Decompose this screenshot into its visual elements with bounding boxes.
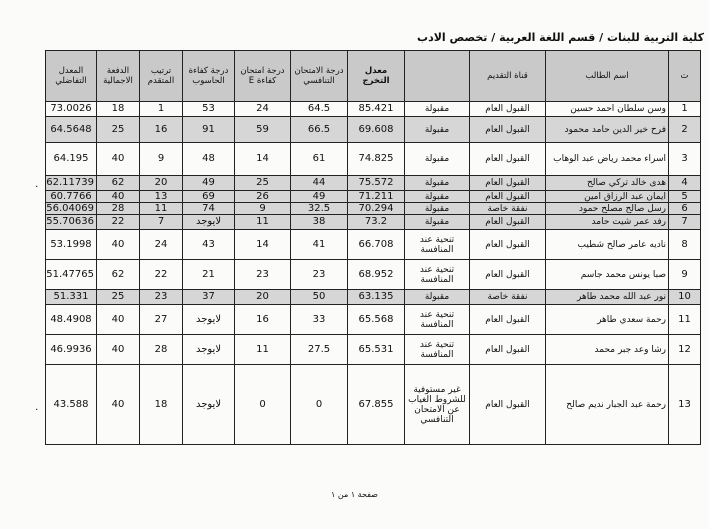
applicant-rank: 18 bbox=[140, 365, 183, 445]
admission-status: مقبولة bbox=[405, 102, 470, 117]
batch-total: 22 bbox=[97, 215, 140, 230]
differential-average: 53.1998 bbox=[46, 230, 97, 260]
admission-status: تنحية عند المنافسة bbox=[405, 335, 470, 365]
student-name: هدى خالد تركي صالح bbox=[546, 176, 669, 191]
batch-total: 40 bbox=[97, 191, 140, 203]
graduation-average: 69.608 bbox=[348, 117, 405, 143]
margin-mark: ٠ bbox=[34, 404, 40, 415]
table-row bbox=[46, 176, 701, 191]
graduation-average: 73.2 bbox=[348, 215, 405, 230]
row-index: 6 bbox=[669, 203, 701, 215]
applicant-rank: 27 bbox=[140, 305, 183, 335]
row-index: 7 bbox=[669, 215, 701, 230]
batch-total: 40 bbox=[97, 230, 140, 260]
row-index: 10 bbox=[669, 290, 701, 305]
batch-total: 62 bbox=[97, 176, 140, 191]
header-differential: المعدل التفاضلي bbox=[46, 51, 97, 102]
english-score: 20 bbox=[235, 290, 291, 305]
computer-score: لايوجد bbox=[183, 335, 235, 365]
differential-average: 73.0026 bbox=[46, 102, 97, 117]
computer-score: 43 bbox=[183, 230, 235, 260]
computer-score: 21 bbox=[183, 260, 235, 290]
row-index: 13 bbox=[669, 365, 701, 445]
student-name: ايمان عبد الرزاق امين bbox=[546, 191, 669, 203]
admission-channel: القبول العام bbox=[470, 365, 546, 445]
graduation-average: 71.211 bbox=[348, 191, 405, 203]
differential-average: 48.4908 bbox=[46, 305, 97, 335]
differential-average: 55.70636 bbox=[46, 215, 97, 230]
competitive-exam-score: 0 bbox=[291, 365, 348, 445]
differential-average: 46.9936 bbox=[46, 335, 97, 365]
graduation-average: 70.294 bbox=[348, 203, 405, 215]
row-index: 4 bbox=[669, 176, 701, 191]
margin-mark: ٠ bbox=[34, 181, 40, 192]
table-row bbox=[46, 260, 701, 290]
header-row bbox=[46, 51, 701, 102]
admission-channel: القبول العام bbox=[470, 335, 546, 365]
student-name: وسن سلطان احمد حسين bbox=[546, 102, 669, 117]
english-score: 9 bbox=[235, 203, 291, 215]
student-name: فرح خير الدين حامد محمود bbox=[546, 117, 669, 143]
header-competitive: درجة الامتحان التنافسي bbox=[291, 51, 348, 102]
computer-score: لايوجد bbox=[183, 215, 235, 230]
computer-score: 91 bbox=[183, 117, 235, 143]
row-index: 3 bbox=[669, 143, 701, 176]
table-row bbox=[46, 305, 701, 335]
admission-channel: نفقة خاصة bbox=[470, 290, 546, 305]
english-score: 11 bbox=[235, 335, 291, 365]
header-grad: معدل التخرج bbox=[348, 51, 405, 102]
admission-status: تنحية عند المنافسة bbox=[405, 260, 470, 290]
students-table bbox=[45, 50, 701, 445]
computer-score: 69 bbox=[183, 191, 235, 203]
admission-status: مقبولة bbox=[405, 203, 470, 215]
differential-average: 51.331 bbox=[46, 290, 97, 305]
graduation-average: 65.531 bbox=[348, 335, 405, 365]
english-score: 0 bbox=[235, 365, 291, 445]
admission-status: تنحية عند المنافسة bbox=[405, 230, 470, 260]
header-english: درجة امتحان كفاءة E bbox=[235, 51, 291, 102]
admission-channel: القبول العام bbox=[470, 230, 546, 260]
competitive-exam-score: 33 bbox=[291, 305, 348, 335]
admission-status: غير مستوفية للشروط الغياب عن الامتحان التنافسي bbox=[405, 365, 470, 445]
competitive-exam-score: 61 bbox=[291, 143, 348, 176]
graduation-average: 74.825 bbox=[348, 143, 405, 176]
english-score: 24 bbox=[235, 102, 291, 117]
differential-average: 64.5648 bbox=[46, 117, 97, 143]
admission-channel: القبول العام bbox=[470, 305, 546, 335]
differential-average: 60.7766 bbox=[46, 191, 97, 203]
admission-status: تنحية عند المنافسة bbox=[405, 305, 470, 335]
student-name: صبا يونس محمد جاسم bbox=[546, 260, 669, 290]
admission-status: مقبولة bbox=[405, 143, 470, 176]
computer-score: لايوجد bbox=[183, 365, 235, 445]
graduation-average: 85.421 bbox=[348, 102, 405, 117]
row-index: 9 bbox=[669, 260, 701, 290]
applicant-rank: 28 bbox=[140, 335, 183, 365]
batch-total: 40 bbox=[97, 335, 140, 365]
page-footer: صفحة ١ من ١ bbox=[331, 490, 378, 499]
admission-channel: القبول العام bbox=[470, 102, 546, 117]
applicant-rank: 16 bbox=[140, 117, 183, 143]
header-rank: ترتيب المتقدم bbox=[140, 51, 183, 102]
header-index: ت bbox=[669, 51, 701, 102]
competitive-exam-score: 64.5 bbox=[291, 102, 348, 117]
table-row bbox=[46, 143, 701, 176]
competitive-exam-score: 49 bbox=[291, 191, 348, 203]
document-title: كلية التربية للبنات / قسم اللغة العربية / تخصص الادب bbox=[417, 31, 704, 44]
computer-score: 74 bbox=[183, 203, 235, 215]
computer-score: 53 bbox=[183, 102, 235, 117]
admission-status: مقبولة bbox=[405, 215, 470, 230]
batch-total: 40 bbox=[97, 365, 140, 445]
batch-total: 18 bbox=[97, 102, 140, 117]
batch-total: 28 bbox=[97, 203, 140, 215]
differential-average: 64.195 bbox=[46, 143, 97, 176]
english-score: 25 bbox=[235, 176, 291, 191]
student-name: رسل صالح مصلح حمود bbox=[546, 203, 669, 215]
english-score: 59 bbox=[235, 117, 291, 143]
batch-total: 62 bbox=[97, 260, 140, 290]
batch-total: 25 bbox=[97, 290, 140, 305]
competitive-exam-score: 32.5 bbox=[291, 203, 348, 215]
graduation-average: 65.568 bbox=[348, 305, 405, 335]
english-score: 26 bbox=[235, 191, 291, 203]
table-row bbox=[46, 230, 701, 260]
admission-status: مقبولة bbox=[405, 176, 470, 191]
table-row bbox=[46, 203, 701, 215]
student-name: رحمة سعدي طاهر bbox=[546, 305, 669, 335]
row-index: 12 bbox=[669, 335, 701, 365]
english-score: 23 bbox=[235, 260, 291, 290]
table-row bbox=[46, 191, 701, 203]
admission-channel: القبول العام bbox=[470, 191, 546, 203]
applicant-rank: 13 bbox=[140, 191, 183, 203]
admission-status: مقبولة bbox=[405, 191, 470, 203]
admission-status: مقبولة bbox=[405, 117, 470, 143]
competitive-exam-score: 50 bbox=[291, 290, 348, 305]
table-row bbox=[46, 365, 701, 445]
competitive-exam-score: 23 bbox=[291, 260, 348, 290]
row-index: 1 bbox=[669, 102, 701, 117]
admission-channel: القبول العام bbox=[470, 143, 546, 176]
student-name: رفد عمر شيت حامد bbox=[546, 215, 669, 230]
competitive-exam-score: 66.5 bbox=[291, 117, 348, 143]
differential-average: 62.11739 bbox=[46, 176, 97, 191]
differential-average: 56.04069 bbox=[46, 203, 97, 215]
admission-status: مقبولة bbox=[405, 290, 470, 305]
table-row bbox=[46, 335, 701, 365]
admission-channel: القبول العام bbox=[470, 215, 546, 230]
student-name: ناديه عامر صالح شطيب bbox=[546, 230, 669, 260]
applicant-rank: 9 bbox=[140, 143, 183, 176]
graduation-average: 63.135 bbox=[348, 290, 405, 305]
graduation-average: 68.952 bbox=[348, 260, 405, 290]
table-row bbox=[46, 290, 701, 305]
english-score: 11 bbox=[235, 215, 291, 230]
admission-channel: القبول العام bbox=[470, 117, 546, 143]
row-index: 8 bbox=[669, 230, 701, 260]
table-row bbox=[46, 215, 701, 230]
batch-total: 25 bbox=[97, 117, 140, 143]
header-name: اسم الطالب bbox=[546, 51, 669, 102]
applicant-rank: 1 bbox=[140, 102, 183, 117]
admission-channel: القبول العام bbox=[470, 176, 546, 191]
graduation-average: 67.855 bbox=[348, 365, 405, 445]
english-score: 16 bbox=[235, 305, 291, 335]
batch-total: 40 bbox=[97, 143, 140, 176]
english-score: 14 bbox=[235, 230, 291, 260]
row-index: 2 bbox=[669, 117, 701, 143]
differential-average: 51.47765 bbox=[46, 260, 97, 290]
graduation-average: 75.572 bbox=[348, 176, 405, 191]
header-status bbox=[405, 51, 470, 102]
student-name: رشا وعد جبر محمد bbox=[546, 335, 669, 365]
admission-channel: نفقة خاصة bbox=[470, 203, 546, 215]
row-index: 11 bbox=[669, 305, 701, 335]
applicant-rank: 24 bbox=[140, 230, 183, 260]
table-row bbox=[46, 117, 701, 143]
batch-total: 40 bbox=[97, 305, 140, 335]
computer-score: 49 bbox=[183, 176, 235, 191]
applicant-rank: 23 bbox=[140, 290, 183, 305]
computer-score: 37 bbox=[183, 290, 235, 305]
applicant-rank: 11 bbox=[140, 203, 183, 215]
computer-score: 48 bbox=[183, 143, 235, 176]
competitive-exam-score: 41 bbox=[291, 230, 348, 260]
applicant-rank: 20 bbox=[140, 176, 183, 191]
student-name: رحمة عبد الجبار نديم صالح bbox=[546, 365, 669, 445]
table-row bbox=[46, 102, 701, 117]
applicant-rank: 22 bbox=[140, 260, 183, 290]
differential-average: 43.588 bbox=[46, 365, 97, 445]
competitive-exam-score: 38 bbox=[291, 215, 348, 230]
competitive-exam-score: 44 bbox=[291, 176, 348, 191]
graduation-average: 66.708 bbox=[348, 230, 405, 260]
header-channel: قناة التقديم bbox=[470, 51, 546, 102]
english-score: 14 bbox=[235, 143, 291, 176]
competitive-exam-score: 27.5 bbox=[291, 335, 348, 365]
header-computer: درجة كفاءة الحاسوب bbox=[183, 51, 235, 102]
row-index: 5 bbox=[669, 191, 701, 203]
computer-score: لايوجد bbox=[183, 305, 235, 335]
student-name: اسراء محمد رياض عبد الوهاب bbox=[546, 143, 669, 176]
admission-channel: القبول العام bbox=[470, 260, 546, 290]
header-batch: الدفعة الاجمالية bbox=[97, 51, 140, 102]
student-name: نور عبد الله محمد طاهر bbox=[546, 290, 669, 305]
applicant-rank: 7 bbox=[140, 215, 183, 230]
